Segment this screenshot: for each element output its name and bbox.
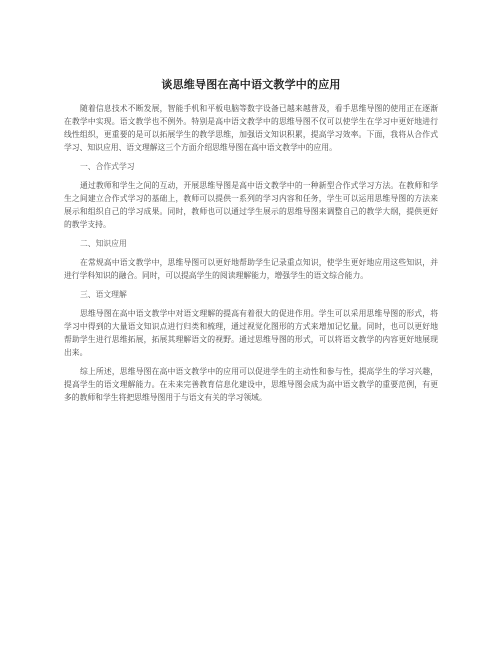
section-heading-chinese-understanding: 三、语文理解 (80, 290, 127, 299)
section-heading-knowledge-application: 二、知识应用 (80, 239, 127, 248)
intro-paragraph: 随着信息技术不断发展，智能手机和平板电脑等数字设备已越来越普及，看手思维导图的使用正在逐渐在教学中实现。语文教学也不例外。特别是高中语文教学中的思维导图不仅可以使学生在学习中更好地进行线性组织，更重要的是可以拓展学生的教学思维，加强语文知识积累，提高学习效率。下面，我将从合作式学习、知识应用、语文理解这三个方面介绍思维导图在高中语文教学中的应用。 (64, 104, 438, 152)
section-paragraph-knowledge-application: 在常规高中语文教学中，思维导图可以更好地帮助学生记录重点知识，使学生更好地应用这些知识，并进行学科知识的融合。同时，可以提高学生的阅读理解能力，增强学生的语文综合能力。 (64, 258, 438, 280)
conclusion-paragraph: 综上所述，思维导图在高中语文教学中的应用可以促进学生的主动性和参与性，提高学生的学习兴趣，提高学生的语文理解能力。在未来完善教育信息化建设中，思维导图会成为高中语文教学的重要范例，有更多的教师和学生将把思维导图用于与语文有关的学习领域。 (64, 367, 438, 402)
section-paragraph-cooperative-learning: 通过教师和学生之间的互动，开展思维导图是高中语文教学中的一种新型合作式学习方法。在教师和学生之间建立合作式学习的基础上，教师可以提供一系列的学习内容和任务，学生可以运用思维导图的方法来展示和组织自己的学习成果。同时，教师也可以通过学生展示的思维导图来调整自己的教学大纲，提供更好的教学支持。 (64, 181, 438, 229)
document-title: 谈思维导图在高中语文教学中的应用 (161, 78, 341, 91)
section-heading-cooperative-learning: 一、合作式学习 (80, 162, 135, 171)
document-body (64, 78, 438, 410)
section-paragraph-chinese-understanding: 思维导图在高中语文教学中对语文理解的提高有着很大的促进作用。学生可以采用思维导图的形式，将学习中得到的大量语文知识点进行归类和梳理，通过视觉化图形的方式来增加记忆量。同时，也可以更好地帮助学生进行思维拓展，拓展其理解语文的视野。通过思维导图的形式，可以将语文教学的内容更好地展现出来。 (64, 309, 438, 357)
